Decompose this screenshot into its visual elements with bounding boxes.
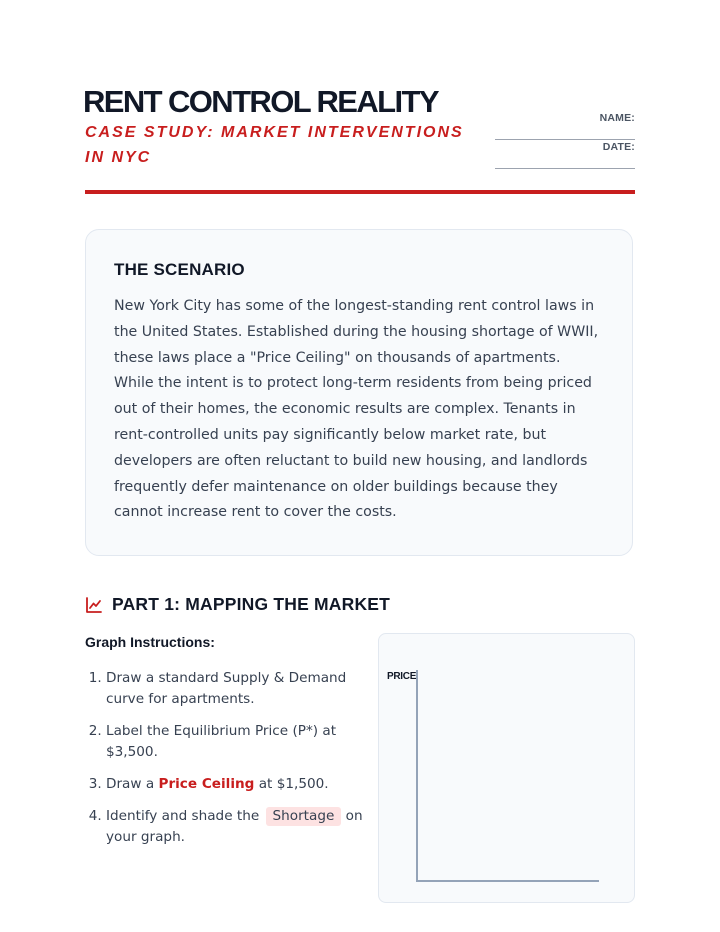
name-field[interactable] xyxy=(495,125,635,140)
instruction-step xyxy=(106,721,366,763)
name-label: NAME: xyxy=(599,112,635,124)
header-divider xyxy=(85,190,635,194)
scenario-body: New York City has some of the longest-standing rent control laws in the United States. Established during the housing shortage of WWII, these laws place a "Price Ceiling" on thousands of apartments. While the intent is to protect long-term residents from being priced out of their homes, the economic results are complex. Tenants in rent-controlled units pay significantly below market rate, but developers are often reluctant to build new housing, and landlords frequently defer maintenance on older buildings because they cannot increase rent to cover the costs. xyxy=(114,298,599,521)
price-ceiling-highlight: Price Ceiling xyxy=(158,776,255,792)
instruction-step xyxy=(106,774,366,795)
page-title: RENT CONTROL REALITY xyxy=(83,84,438,119)
shortage-tag: Shortage xyxy=(266,807,342,826)
step-text: on your graph. xyxy=(106,808,363,845)
name-date-block xyxy=(495,112,635,170)
instruction-step xyxy=(106,668,366,710)
page-subtitle: CASE STUDY: MARKET INTERVENTIONS IN NYC xyxy=(85,124,464,166)
date-label: DATE: xyxy=(602,141,635,153)
line-chart-icon xyxy=(85,596,103,614)
step-text: at $1,500. xyxy=(254,776,329,792)
graph-y-axis xyxy=(416,670,418,881)
step-text: Draw a standard Supply & Demand curve for apartments. xyxy=(106,670,347,707)
step-text: Draw a xyxy=(106,776,159,792)
date-field[interactable] xyxy=(495,154,635,169)
step-text: Label the Equilibrium Price (P*) at $3,500. xyxy=(106,723,337,760)
graph-drawing-area[interactable] xyxy=(378,633,635,903)
part1-heading-row xyxy=(85,594,390,615)
part1-heading: PART 1: MAPPING THE MARKET xyxy=(112,594,391,614)
graph-y-axis-label: PRICE xyxy=(387,671,417,682)
scenario-heading: THE SCENARIO xyxy=(114,260,245,279)
instruction-list xyxy=(85,668,366,859)
worksheet-header xyxy=(85,84,635,192)
graph-x-axis xyxy=(416,880,599,882)
instruction-step xyxy=(106,806,366,848)
scenario-card xyxy=(85,229,633,556)
step-text: Identify and shade the xyxy=(106,808,264,824)
instructions-title: Graph Instructions: xyxy=(85,634,215,650)
